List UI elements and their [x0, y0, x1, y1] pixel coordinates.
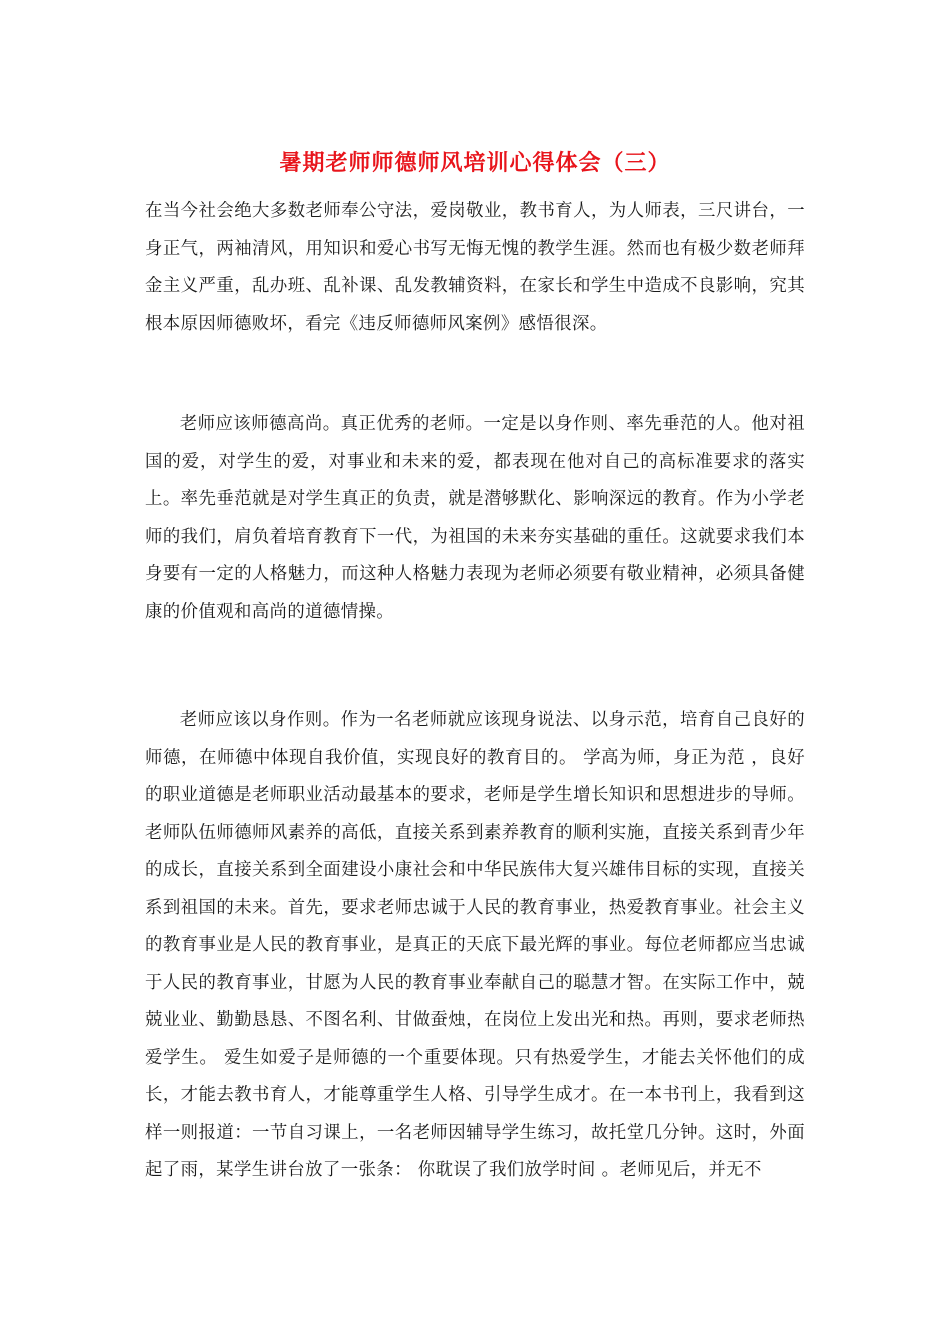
document-title: 暑期老师师德师风培训心得体会（三） [279, 150, 671, 176]
paragraph-intro: 在当今社会绝大多数老师奉公守法，爱岗敬业，教书育人，为人师表，三尺讲台，一身正气，两袖清风，用知识和爱心书写无悔无愧的教学生涯。然而也有极少数老师拜金主义严重，乱办班、乱补课、乱发教辅资料，在家长和学生中造成不良影响，究其根本原因师德败坏，看完《违反师德师风案例》感悟很深。 [145, 201, 805, 334]
paragraph-virtue: 老师应该师德高尚。真正优秀的老师。一定是以身作则、率先垂范的人。他对祖国的爱，对学生的爱，对事业和未来的爱，都表现在他对自己的高标准要求的落实上。率先垂范就是对学生真正的负责，就是潜够默化、影响深远的教育。作为小学老师的我们，肩负着培育教育下一代，为祖国的未来夯实基础的重任。这就要求我们本身要有一定的人格魅力，而这种人格魅力表现为老师必须要有敬业精神，必须具备健康的价值观和高尚的道德情操。 [145, 414, 805, 622]
paragraph-example: 老师应该以身作则。作为一名老师就应该现身说法、以身示范，培育自己良好的师德，在师德中体现自我价值，实现良好的教育目的。 学高为师，身正为范 ，良好的职业道德是老师职业活动最基本的要求，老师是学生增长知识和思想进步的导师。老师队伍师德师风素养的高低，直接关系到素养教育的顺利实施，直接关系到青少年的成长，直接关系到全面建设小康社会和中华民族伟大复兴雄伟目标的实现，直接关系到祖国的未来。首先，要求老师忠诚于人民的教育事业，热爱教育事业。社会主义的教育事业是人民的教育事业，是真正的天底下最光辉的事业。每位老师都应当忠诚于人民的教育事业，甘愿为人民的教育事业奉献自己的聪慧才智。在实际工作中，兢兢业业、勤勤恳恳、不图名利、甘做蚕烛，在岗位上发出光和热。再则，要求老师热爱学生。 爱生如爱子是师德的一个重要体现。只有热爱学生，才能去关怀他们的成长，才能去教书育人，才能尊重学生人格、引导学生成才。在一本书刊上，我看到这样一则报道：一节自习课上，一名老师因辅导学生练习，故托堂几分钟。这时，外面起了雨，某学生讲台放了一张条： 你耽误了我们放学时间 。老师见后，并无不 [145, 710, 805, 1180]
